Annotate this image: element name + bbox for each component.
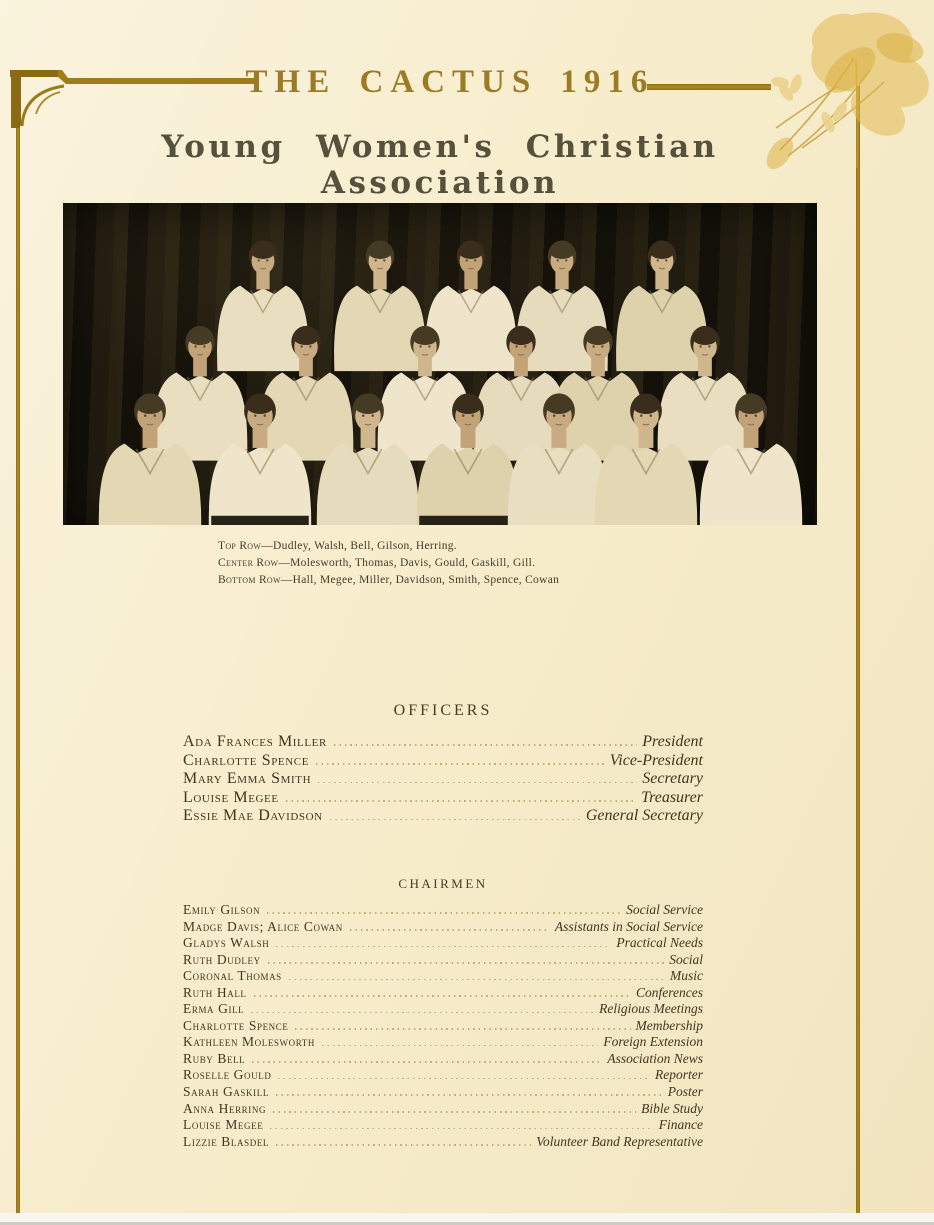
- person-role: Secretary: [642, 770, 703, 788]
- person-name: Charlotte Spence: [183, 751, 310, 769]
- group-photo: [63, 203, 817, 525]
- caption-row-label: Top Row: [218, 540, 262, 552]
- person-role: Association News: [607, 1050, 703, 1066]
- dot-leader: [276, 1094, 663, 1096]
- list-item: [183, 968, 703, 985]
- person-name: Coronal Thomas: [183, 968, 282, 984]
- person-name: Essie Mae Davidson: [183, 807, 323, 825]
- person-role: Social Service: [626, 902, 703, 917]
- dot-leader: [254, 995, 631, 997]
- caption-line: [218, 572, 738, 589]
- dot-leader: [278, 1078, 650, 1080]
- list-item: [183, 902, 703, 919]
- right-border-line: [856, 86, 860, 1214]
- caption-row-names: —Hall, Megee, Miller, Davidson, Smith, Spence, Cowan: [280, 574, 560, 586]
- dot-leader: [289, 979, 665, 981]
- person-name: Ruby Bell: [183, 1050, 246, 1066]
- person-role: Finance: [658, 1117, 703, 1133]
- person-role: President: [642, 733, 703, 750]
- dot-leader: [267, 912, 621, 914]
- person-role: Conferences: [636, 984, 703, 1000]
- dot-leader: [330, 819, 581, 821]
- masthead: THE CACTUS 1916: [245, 64, 655, 100]
- person-role: Social: [669, 951, 703, 967]
- dot-leader: [295, 1028, 630, 1030]
- list-item: [183, 1101, 703, 1118]
- dot-leader: [316, 763, 605, 765]
- person-role: General Secretary: [585, 807, 703, 825]
- list-item: [183, 935, 703, 952]
- list-item: [183, 1034, 703, 1051]
- list-item: [183, 807, 703, 826]
- person-name: Erma Gill: [183, 1001, 245, 1017]
- caption-row-label: Center Row: [218, 557, 279, 569]
- dot-leader: [268, 962, 665, 964]
- person-name: Roselle Gould: [183, 1067, 272, 1083]
- page-title: Young Women's Christian Association: [161, 129, 719, 201]
- list-item: [183, 1001, 703, 1018]
- dot-leader: [318, 782, 637, 784]
- person-role: Reporter: [655, 1067, 703, 1083]
- list-item: [183, 1018, 703, 1035]
- person-name: Charlotte Spence: [183, 1017, 289, 1033]
- person-role: Religious Meetings: [599, 1001, 703, 1017]
- person-name: Ruth Hall: [183, 984, 247, 1000]
- person-role: Assistants in Social Service: [554, 918, 703, 934]
- list-item: [183, 919, 703, 936]
- caption-line: [218, 538, 738, 555]
- chairmen-list: [183, 902, 703, 1150]
- dot-leader: [276, 946, 611, 948]
- dot-leader: [286, 800, 636, 802]
- dot-leader: [252, 1061, 602, 1063]
- list-item: [183, 985, 703, 1002]
- dot-leader: [350, 929, 550, 931]
- person-name: Louise Megee: [183, 1117, 264, 1133]
- scan-edge-strip: [0, 1213, 934, 1225]
- dot-leader: [334, 744, 637, 746]
- person-name: Lizzie Blasdel: [183, 1133, 270, 1149]
- list-item: [183, 952, 703, 969]
- list-item: [183, 1084, 703, 1101]
- person-role: Vice-President: [609, 751, 703, 769]
- list-item: [183, 1134, 703, 1151]
- dot-leader: [322, 1045, 598, 1047]
- person-name: Ada Frances Miller: [183, 733, 327, 750]
- photo-caption: [218, 538, 738, 589]
- person-role: Foreign Extension: [603, 1034, 703, 1050]
- officers-list: [183, 733, 703, 826]
- person-role: Membership: [635, 1017, 703, 1033]
- chairmen-heading: CHAIRMEN: [398, 876, 488, 891]
- dot-leader: [251, 1012, 594, 1014]
- person-name: Anna Herring: [183, 1100, 267, 1116]
- list-item: [183, 770, 703, 789]
- caption-row-names: —Molesworth, Thomas, Davis, Gould, Gaskill, Gill.: [278, 557, 536, 569]
- caption-row-label: Bottom Row: [218, 574, 281, 586]
- caption-line: [218, 555, 738, 572]
- list-item: [183, 733, 703, 752]
- dot-leader: [273, 1111, 636, 1113]
- person-role: Bible Study: [641, 1100, 703, 1116]
- group-photo-illustration: [63, 203, 817, 525]
- officers-heading: OFFICERS: [393, 702, 493, 719]
- person-name: Emily Gilson: [183, 902, 261, 917]
- person-name: Gladys Walsh: [183, 935, 270, 951]
- dot-leader: [270, 1128, 653, 1130]
- person-name: Louise Megee: [183, 788, 279, 806]
- person-name: Mary Emma Smith: [183, 770, 312, 788]
- person-role: Poster: [667, 1084, 703, 1100]
- person-role: Volunteer Band Representative: [536, 1133, 703, 1149]
- list-item: [183, 1067, 703, 1084]
- dot-leader: [276, 1144, 531, 1146]
- list-item: [183, 789, 703, 808]
- person-role: Treasurer: [641, 788, 703, 806]
- person-name: Kathleen Molesworth: [183, 1034, 315, 1050]
- person-name: Sarah Gaskill: [183, 1084, 269, 1100]
- person-name: Ruth Dudley: [183, 951, 261, 967]
- person-name: Madge Davis; Alice Cowan: [183, 918, 343, 934]
- list-item: [183, 1117, 703, 1134]
- list-item: [183, 752, 703, 771]
- caption-row-names: —Dudley, Walsh, Bell, Gilson, Herring.: [261, 540, 457, 552]
- person-role: Music: [670, 968, 703, 984]
- list-item: [183, 1051, 703, 1068]
- person-role: Practical Needs: [616, 935, 703, 951]
- left-border-line: [16, 118, 20, 1214]
